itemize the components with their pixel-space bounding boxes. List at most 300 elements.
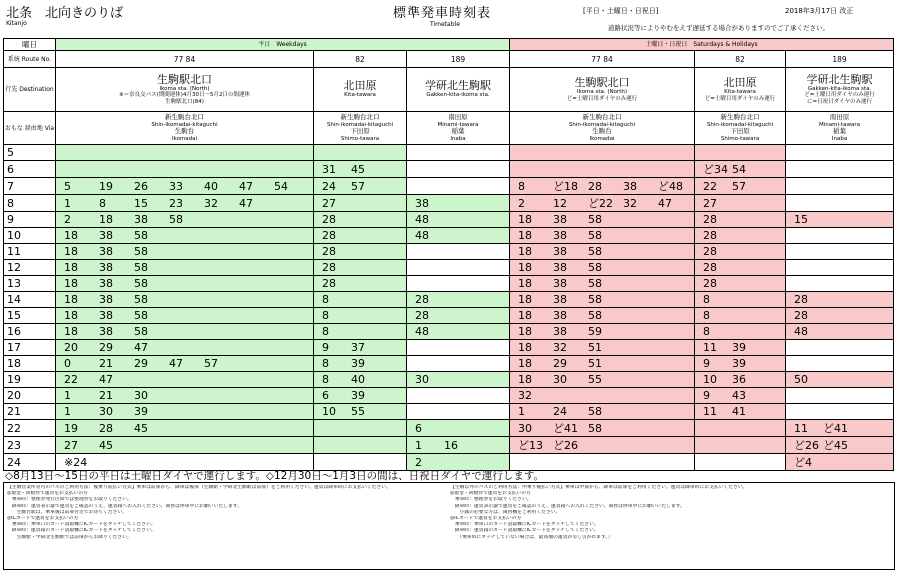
departure-minute: 59 <box>588 325 603 338</box>
departure-minute: 11 <box>703 341 718 354</box>
departure-minute: 38 <box>553 261 568 274</box>
departure-minute: 38 <box>99 277 113 290</box>
hour-cell: 12 <box>4 260 56 276</box>
departure-minute: 27 <box>64 438 78 452</box>
hour-cell: 5 <box>4 145 56 161</box>
departure-minute: 6 <box>322 389 329 402</box>
departure-minute: ど4 <box>794 456 813 469</box>
holiday-gakken-minutes <box>786 178 894 195</box>
departure-minute: 26 <box>134 179 148 193</box>
table-row <box>4 437 894 454</box>
departure-minute: 58 <box>134 261 148 274</box>
table-row <box>4 372 894 388</box>
departure-minute: 30 <box>518 422 533 435</box>
departure-minute: 29 <box>134 357 148 370</box>
weekday-ikoma-minutes <box>56 437 314 454</box>
departure-minute: 18 <box>64 229 78 242</box>
table-row <box>4 178 894 195</box>
via-hd-a-1-en: Shin-ikomadai-kitaguchi <box>568 121 636 128</box>
via-wd-c-1: 南田原 <box>448 113 468 121</box>
departure-minute: 58 <box>588 245 603 258</box>
departure-minute: ど22 <box>588 197 614 210</box>
via-wd-b-2: 下田原 <box>350 127 370 135</box>
weekday-kitatawara-minutes <box>314 324 407 340</box>
table-row <box>4 404 894 420</box>
dest-hd-c-en: Gakken-kita-ikoma sta. <box>807 85 872 92</box>
departure-minute: 32 <box>623 197 638 210</box>
weekday-gakken-minutes <box>407 404 510 420</box>
weekday-ikoma-minutes <box>56 244 314 260</box>
holiday-ikoma-minutes <box>510 356 695 372</box>
weekday-kitatawara-minutes <box>314 404 407 420</box>
page-title-en: Timetable <box>430 21 460 28</box>
label-via: おもな 経由地 Via <box>4 112 56 145</box>
holiday-ikoma-minutes <box>510 228 695 244</box>
holiday-kitatawara-minutes <box>695 356 786 372</box>
holiday-gakken-minutes <box>786 161 894 178</box>
table-row <box>4 212 894 228</box>
dest-wd-a-note1: ※＝奈良交バス(期間運休)4月30日～5月2日の間運休 <box>119 92 250 99</box>
departure-minute: 47 <box>169 357 183 370</box>
departure-minute: ど18 <box>553 180 579 193</box>
departure-minute: 22 <box>703 179 718 193</box>
hour-cell: 16 <box>4 324 56 340</box>
departure-minute: 0 <box>64 357 71 370</box>
departure-minute: 27 <box>703 196 718 210</box>
departure-minute: 38 <box>553 229 568 242</box>
weekday-gakken-minutes <box>407 308 510 324</box>
fare-notes-right <box>450 485 888 541</box>
dest-hd-a-note: ど=土曜日用ダイヤのみ運行 <box>566 95 638 102</box>
fare-note-line: 乗車時：乗車口のカード読取機にICカードをタッチしてください。 <box>7 522 156 528</box>
departure-minute: 22 <box>64 373 78 386</box>
timetable <box>3 38 894 471</box>
holiday-gakken-minutes <box>786 308 894 324</box>
holiday-kitatawara-minutes <box>695 212 786 228</box>
weekday-ikoma-minutes <box>56 228 314 244</box>
weekday-gakken-minutes <box>407 356 510 372</box>
holiday-ikoma-minutes <box>510 308 695 324</box>
departure-minute: 15 <box>134 196 148 210</box>
departure-minute: 24 <box>322 179 336 193</box>
departure-minute: 58 <box>134 245 148 258</box>
dest-wd-c-en: Gakken-kita-ikoma sta. <box>426 92 490 99</box>
departure-minute: 27 <box>322 196 336 210</box>
holiday-label: 土曜日・日祝日 Saturdays & Holidays <box>510 39 894 51</box>
departure-minute: 18 <box>518 213 533 226</box>
fare-note-line: 乗車時：整理券発行区間では整理券をお取りください。 <box>7 497 132 503</box>
stop-name: 北条 北向きのりば <box>6 6 124 21</box>
hour-cell: 9 <box>4 212 56 228</box>
departure-minute: 58 <box>134 277 148 290</box>
fare-note-line: 生駒台駅は、乗車後は前扉付近でお待ちください。 <box>7 509 127 515</box>
departure-minute: 20 <box>64 341 78 354</box>
holiday-ikoma-minutes <box>510 161 695 178</box>
departure-minute: 8 <box>322 357 329 370</box>
departure-minute: 38 <box>99 293 113 306</box>
departure-minute: 6 <box>415 421 422 435</box>
departure-minute: 28 <box>588 180 603 193</box>
departure-minute: 55 <box>588 373 603 386</box>
departure-minute: 40 <box>204 179 218 193</box>
departure-minute: 18 <box>64 293 78 306</box>
hour-cell: 7 <box>4 178 56 195</box>
departure-minute: 18 <box>518 309 533 322</box>
holiday-kitatawara-minutes <box>695 178 786 195</box>
holiday-gakken-minutes <box>786 244 894 260</box>
hour-cell: 20 <box>4 388 56 404</box>
departure-minute: 18 <box>518 245 533 258</box>
weekday-kitatawara-minutes <box>314 178 407 195</box>
weekday-kitatawara-minutes <box>314 212 407 228</box>
fare-note-line: （乗車時にタッチしていない場合は、最高額の運賃が差し引かれます。） <box>450 534 613 540</box>
hour-cell: 19 <box>4 372 56 388</box>
departure-minute: 38 <box>623 180 638 193</box>
dest-hd-a-en: Ikoma sta. (North) <box>577 89 628 95</box>
departure-minute: 29 <box>99 341 113 354</box>
departure-minute: 30 <box>553 373 568 386</box>
dest-hd-c-main: 学研北生駒駅 <box>806 72 873 86</box>
departure-minute: 58 <box>588 277 603 290</box>
via-hd-c-1-en: Minami-tawara <box>819 121 861 128</box>
departure-minute: 1 <box>415 438 422 452</box>
departure-minute: 16 <box>444 438 458 452</box>
departure-minute: 28 <box>703 277 718 290</box>
departure-minute: 55 <box>351 405 365 418</box>
departure-minute: 18 <box>518 357 533 370</box>
weekday-ikoma-minutes <box>56 145 314 161</box>
departure-minute: 47 <box>658 197 673 210</box>
departure-minute: 58 <box>134 293 148 306</box>
departure-minute: 30 <box>415 373 429 386</box>
holiday-ikoma-minutes <box>510 195 695 212</box>
departure-minute: 32 <box>553 341 568 354</box>
departure-minute: 28 <box>794 293 809 306</box>
dest-wd-c <box>407 68 510 112</box>
fare-note-line: 降車時：運賃箱のカード読取機にICカードをタッチしてください。 <box>7 528 156 534</box>
dest-wd-a-main: 生駒駅北口 <box>157 72 212 86</box>
holiday-gakken-minutes <box>786 324 894 340</box>
weekday-kitatawara-minutes <box>314 292 407 308</box>
via-wd-b-1-en: Shin-ikomadai-kitaguchi <box>326 121 394 128</box>
departure-minute: 18 <box>518 373 533 386</box>
weekday-ikoma-minutes <box>56 324 314 340</box>
departure-minute: 38 <box>553 325 568 338</box>
departure-minute: 8 <box>703 325 711 338</box>
departure-minute: 51 <box>588 341 603 354</box>
departure-minute: 8 <box>322 293 329 306</box>
weekday-kitatawara-minutes <box>314 372 407 388</box>
table-row <box>4 276 894 292</box>
weekday-ikoma-minutes <box>56 292 314 308</box>
hour-cell: 17 <box>4 340 56 356</box>
fare-note-line: ◎現金・回数券で運賃をお支払いの方 <box>7 491 88 497</box>
weekday-ikoma-minutes <box>56 356 314 372</box>
weekday-gakken-minutes <box>407 244 510 260</box>
holiday-gakken-minutes <box>786 145 894 161</box>
table-row <box>4 356 894 372</box>
departure-minute: 21 <box>99 389 113 402</box>
departure-minute: 2 <box>518 197 526 210</box>
fare-note-line: ◎ICカードで運賃をお支払いの方 <box>7 516 79 522</box>
departure-minute: 9 <box>703 389 711 402</box>
departure-minute: 58 <box>588 309 603 322</box>
weekday-kitatawara-minutes <box>314 388 407 404</box>
holiday-ikoma-minutes <box>510 260 695 276</box>
departure-minute: 8 <box>703 293 711 306</box>
holiday-ikoma-minutes <box>510 324 695 340</box>
departure-minute: 58 <box>588 261 603 274</box>
via-wd-b <box>314 112 407 145</box>
dest-wd-c-main: 学研北生駒駅 <box>425 79 491 93</box>
departure-minute: 39 <box>134 405 148 418</box>
departure-minute: 39 <box>732 357 747 370</box>
day-types: [平日・土曜日・日祝日] <box>583 7 659 15</box>
via-wd-a <box>56 112 314 145</box>
holiday-gakken-minutes <box>786 195 894 212</box>
departure-minute: ど48 <box>658 180 684 193</box>
departure-minute: ど13 <box>518 439 544 452</box>
holiday-gakken-minutes <box>786 276 894 292</box>
weekday-kitatawara-minutes <box>314 145 407 161</box>
via-wd-a-1-en: Shin-ikomadai-kitaguchi <box>151 121 218 128</box>
departure-minute: 1 <box>64 405 71 418</box>
fare-note-line: 降車時：運賃表示器で運賃をご確認のうえ、運賃箱へお入れください。両替は停車中にお願いいたします。 <box>7 503 242 509</box>
departure-minute: 39 <box>351 357 365 370</box>
page-title: 標準発車時刻表 <box>393 6 492 21</box>
departure-minute: 18 <box>64 325 78 338</box>
departure-minute: 19 <box>99 179 113 193</box>
weekday-ikoma-minutes <box>56 260 314 276</box>
departure-minute: 32 <box>518 389 533 402</box>
weekday-gakken-minutes <box>407 437 510 454</box>
departure-minute: 18 <box>99 213 113 226</box>
departure-minute: 43 <box>732 389 747 402</box>
via-hd-b-1: 新生駒台北口 <box>720 113 760 121</box>
departure-minute: 58 <box>588 405 603 418</box>
departure-minute: 30 <box>99 405 113 418</box>
departure-minute: 28 <box>415 309 429 322</box>
holiday-kitatawara-minutes <box>695 228 786 244</box>
departure-minute: 18 <box>518 261 533 274</box>
holiday-ikoma-minutes <box>510 145 695 161</box>
hour-cell: 24 <box>4 454 56 471</box>
holiday-ikoma-minutes <box>510 388 695 404</box>
dest-hd-a-main: 生駒駅北口 <box>574 76 630 89</box>
weekday-gakken-minutes <box>407 195 510 212</box>
departure-minute: 19 <box>64 421 78 435</box>
departure-minute: 10 <box>322 405 336 418</box>
table-row <box>4 244 894 260</box>
weekday-kitatawara-minutes <box>314 195 407 212</box>
holiday-kitatawara-minutes <box>695 437 786 454</box>
weekday-gakken-minutes <box>407 324 510 340</box>
departure-minute: 21 <box>99 357 113 370</box>
weekday-ikoma-minutes <box>56 308 314 324</box>
departure-minute: 45 <box>134 421 148 435</box>
weekday-gakken-minutes <box>407 372 510 388</box>
via-hd-a <box>510 112 695 145</box>
route-wd-a: 77 84 <box>56 51 314 68</box>
fare-note-line: ◎現金・回数券で運賃をお支払いの方 <box>450 491 531 497</box>
weekday-ikoma-minutes <box>56 340 314 356</box>
weekday-ikoma-minutes <box>56 420 314 437</box>
dest-hd-c-note1: ど=土曜日用ダイヤのみ運行 <box>804 92 875 99</box>
departure-minute: 28 <box>322 277 336 290</box>
via-hd-c-2-en: Inaba <box>831 135 848 142</box>
departure-minute: 58 <box>134 325 148 338</box>
departure-minute: 39 <box>351 389 365 402</box>
weekday-kitatawara-minutes <box>314 228 407 244</box>
departure-minute: 18 <box>64 309 78 322</box>
hour-cell: 21 <box>4 404 56 420</box>
departure-minute: 1 <box>64 196 71 210</box>
departure-minute: 28 <box>322 229 336 242</box>
departure-minute: 28 <box>703 229 718 242</box>
table-row <box>4 308 894 324</box>
holiday-gakken-minutes <box>786 420 894 437</box>
holiday-kitatawara-minutes <box>695 324 786 340</box>
departure-minute: 39 <box>732 341 747 354</box>
weekday-kitatawara-minutes <box>314 420 407 437</box>
table-row <box>4 260 894 276</box>
departure-minute: 28 <box>794 309 809 322</box>
holiday-ikoma-minutes <box>510 212 695 228</box>
fare-notes-left <box>7 485 445 541</box>
weekday-gakken-minutes <box>407 292 510 308</box>
holiday-kitatawara-minutes <box>695 292 786 308</box>
weekday-kitatawara-minutes <box>314 340 407 356</box>
holiday-ikoma-minutes <box>510 404 695 420</box>
weekday-gakken-minutes <box>407 260 510 276</box>
dest-wd-a-en: Ikoma sta. (North) <box>159 85 210 92</box>
via-hd-a-1: 新生駒台北口 <box>582 113 622 121</box>
dest-wd-a <box>56 68 314 112</box>
departure-minute: 58 <box>134 229 148 242</box>
departure-minute: 38 <box>553 309 568 322</box>
fare-note-line: 乗車時：乗車口のカード読取機にICカードをタッチしてください。 <box>450 522 599 528</box>
holiday-ikoma-minutes <box>510 340 695 356</box>
holiday-kitatawara-minutes <box>695 340 786 356</box>
via-wd-c <box>407 112 510 145</box>
departure-minute: 5 <box>64 179 71 193</box>
weekday-gakken-minutes <box>407 420 510 437</box>
departure-minute: 8 <box>99 196 106 210</box>
holiday-kitatawara-minutes <box>695 195 786 212</box>
departure-minute: 11 <box>794 422 809 435</box>
departure-minute: 28 <box>99 421 113 435</box>
hour-cell: 8 <box>4 195 56 212</box>
dest-hd-c-note2: に=日祝日ダイヤのみ運行 <box>807 98 873 105</box>
dest-hd-a <box>510 68 695 112</box>
holiday-ikoma-minutes <box>510 437 695 454</box>
holiday-ikoma-minutes <box>510 276 695 292</box>
departure-minute: 32 <box>204 196 218 210</box>
departure-minute: 38 <box>99 325 113 338</box>
via-hd-b-1-en: Shin-ikomadai-kitaguchi <box>706 121 774 128</box>
departure-minute: 28 <box>322 261 336 274</box>
weekday-gakken-minutes <box>407 388 510 404</box>
departure-minute: 48 <box>415 325 429 338</box>
via-hd-b-2: 下田原 <box>730 127 750 135</box>
departure-minute: 38 <box>99 229 113 242</box>
dest-hd-b-en: Kita-tawara <box>724 89 756 95</box>
route-wd-b: 82 <box>314 51 407 68</box>
via-hd-a-2: 生駒台 <box>592 127 612 135</box>
via-hd-c-2: 稲葉 <box>833 127 847 135</box>
departure-minute: 8 <box>322 309 329 322</box>
hour-cell: 10 <box>4 228 56 244</box>
timetable-header <box>0 0 897 38</box>
holiday-gakken-minutes <box>786 404 894 420</box>
departure-minute: 47 <box>239 196 253 210</box>
departure-minute: 11 <box>703 405 718 418</box>
fare-note-line: 降車時：運賃表示器で運賃をご確認のうえ、運賃箱へお入れください。両替は停車中にお願いいたします。 <box>450 503 685 509</box>
departure-minute: 38 <box>99 245 113 258</box>
via-wd-b-1: 新生駒台北口 <box>340 113 380 121</box>
weekday-kitatawara-minutes <box>314 276 407 292</box>
fare-note-line: 小銭の必要な方は、両替機をご利用ください。 <box>450 509 561 515</box>
weekday-gakken-minutes <box>407 212 510 228</box>
label-dest: 行先 Destination <box>4 68 56 112</box>
dest-hd-b <box>695 68 786 112</box>
departure-minute: 57 <box>351 179 365 193</box>
route-hd-b: 82 <box>695 51 786 68</box>
via-wd-b-2-en: Shimo-tawara <box>340 135 380 142</box>
departure-minute: 1 <box>64 389 71 402</box>
holiday-kitatawara-minutes <box>695 161 786 178</box>
via-wd-a-2: 生駒台 <box>174 127 195 135</box>
via-wd-c-2-en: Inaba <box>450 135 466 142</box>
weekday-ikoma-minutes <box>56 276 314 292</box>
departure-minute: 29 <box>553 357 568 370</box>
revised-date: 2018年3月17日 改正 <box>785 7 854 15</box>
weekday-kitatawara-minutes <box>314 308 407 324</box>
departure-minute: 2 <box>64 213 71 226</box>
departure-minute: 38 <box>99 309 113 322</box>
departure-minute: 28 <box>415 293 429 306</box>
departure-minute: 1 <box>518 405 526 418</box>
departure-minute: 45 <box>99 438 113 452</box>
table-row <box>4 388 894 404</box>
weekday-ikoma-minutes <box>56 388 314 404</box>
dest-wd-b-main: 北田原 <box>343 79 377 93</box>
departure-minute: 23 <box>169 196 183 210</box>
table-row <box>4 420 894 437</box>
holiday-kitatawara-minutes <box>695 372 786 388</box>
departure-minute: 18 <box>518 277 533 290</box>
holiday-kitatawara-minutes <box>695 454 786 471</box>
departure-minute: 15 <box>794 213 809 226</box>
departure-minute: 28 <box>703 261 718 274</box>
departure-minute: 54 <box>274 179 288 193</box>
holiday-ikoma-minutes <box>510 178 695 195</box>
weekday-ikoma-minutes <box>56 195 314 212</box>
holiday-gakken-minutes <box>786 388 894 404</box>
hour-cell: 11 <box>4 244 56 260</box>
weekday-kitatawara-minutes <box>314 356 407 372</box>
departure-minute: ど26 <box>553 439 579 452</box>
departure-minute: 38 <box>553 245 568 258</box>
departure-minute: 47 <box>134 341 148 354</box>
departure-minute: ※24 <box>64 455 88 469</box>
weekday-ikoma-minutes <box>56 178 314 195</box>
holiday-kitatawara-minutes <box>695 388 786 404</box>
departure-minute: 38 <box>553 293 568 306</box>
dest-wd-a-note2: 生駒駅北口(84) <box>165 98 204 105</box>
weekday-gakken-minutes <box>407 228 510 244</box>
weekday-gakken-minutes <box>407 145 510 161</box>
